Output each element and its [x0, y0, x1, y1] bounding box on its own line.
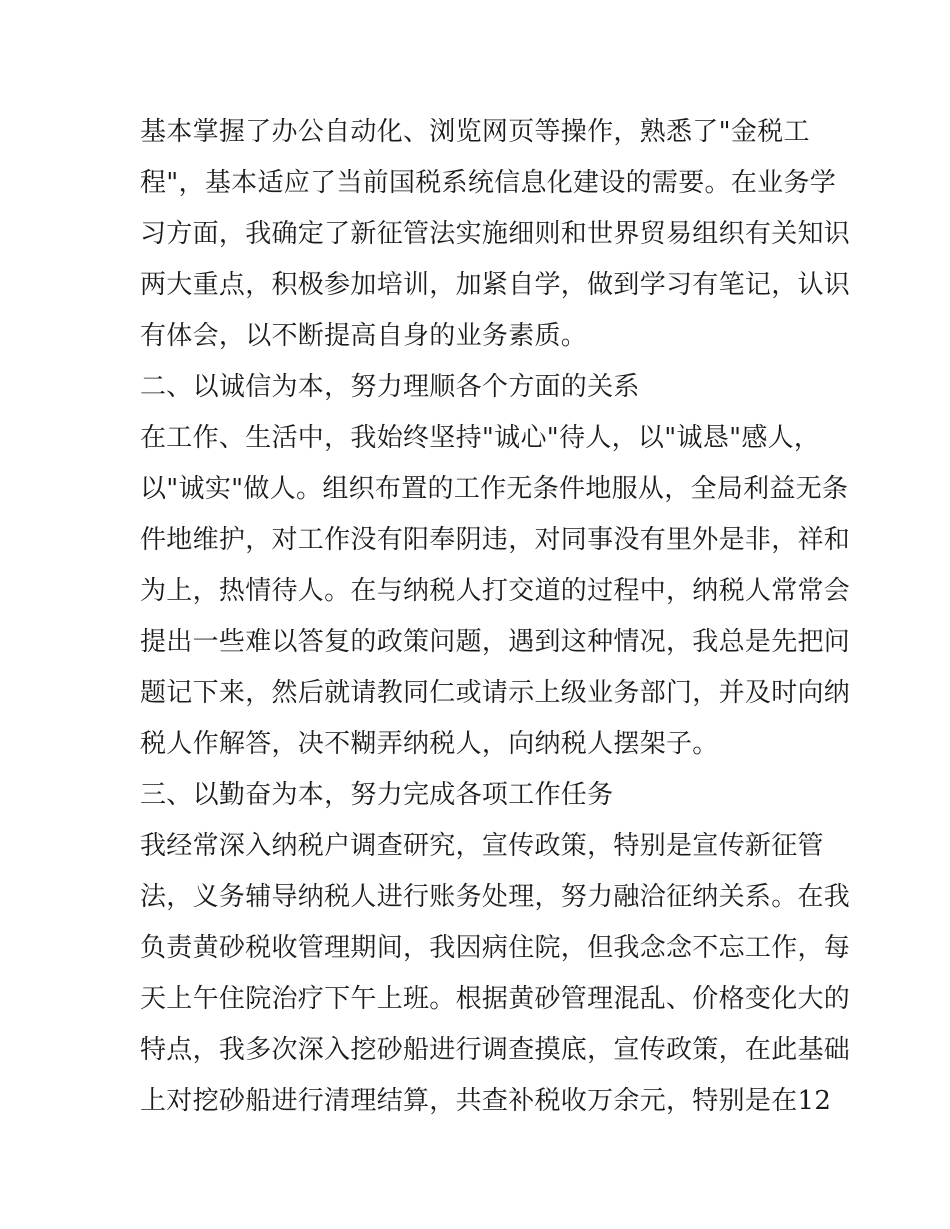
text-line: 税人作解答，决不糊弄纳税人，向纳税人摆架子。: [140, 729, 719, 759]
body-text: [140, 107, 851, 1127]
text-line: 基本掌握了办公自动化、浏览网页等操作，熟悉了"金税工: [140, 117, 810, 147]
text-line: 习方面，我确定了新征管法实施细则和世界贸易组织有关知识: [140, 219, 851, 249]
text-line: 提出一些难以答复的政策问题，遇到这种情况，我总是先把问: [140, 627, 851, 657]
text-line: 为上，热情待人。在与纳税人打交道的过程中，纳税人常常会: [140, 576, 851, 606]
section-heading-2: 二、以诚信为本，努力理顺各个方面的关系: [140, 372, 640, 402]
text-line: 天上午住院治疗下午上班。根据黄砂管理混乱、价格变化大的: [140, 984, 851, 1014]
section-heading-3: 三、以勤奋为本，努力完成各项工作任务: [140, 780, 614, 810]
text-line: 特点，我多次深入挖砂船进行调查摸底，宣传政策，在此基础: [140, 1035, 851, 1065]
text-line: 题记下来，然后就请教同仁或请示上级业务部门，并及时向纳: [140, 678, 851, 708]
text-line: 件地维护，对工作没有阳奉阴违，对同事没有里外是非，祥和: [140, 525, 851, 555]
text-line: 程"，基本适应了当前国税系统信息化建设的需要。在业务学: [140, 168, 837, 198]
text-line: 两大重点，积极参加培训，加紧自学，做到学习有笔记，认识: [140, 270, 851, 300]
text-line: 负责黄砂税收管理期间，我因病住院，但我念念不忘工作，每: [140, 933, 851, 963]
text-line: 有体会，以不断提高自身的业务素质。: [140, 321, 588, 351]
text-line: 我经常深入纳税户调查研究，宣传政策，特别是宣传新征管: [140, 831, 824, 861]
text-line: 上对挖砂船进行清理结算，共查补税收万余元，特别是在12: [140, 1086, 832, 1116]
text-line: 在工作、生活中，我始终坚持"诚心"待人，以"诚恳"感人，: [140, 423, 821, 453]
text-line: 法，义务辅导纳税人进行账务处理，努力融洽征纳关系。在我: [140, 882, 851, 912]
text-line: 以"诚实"做人。组织布置的工作无条件地服从，全局利益无条: [140, 474, 849, 504]
